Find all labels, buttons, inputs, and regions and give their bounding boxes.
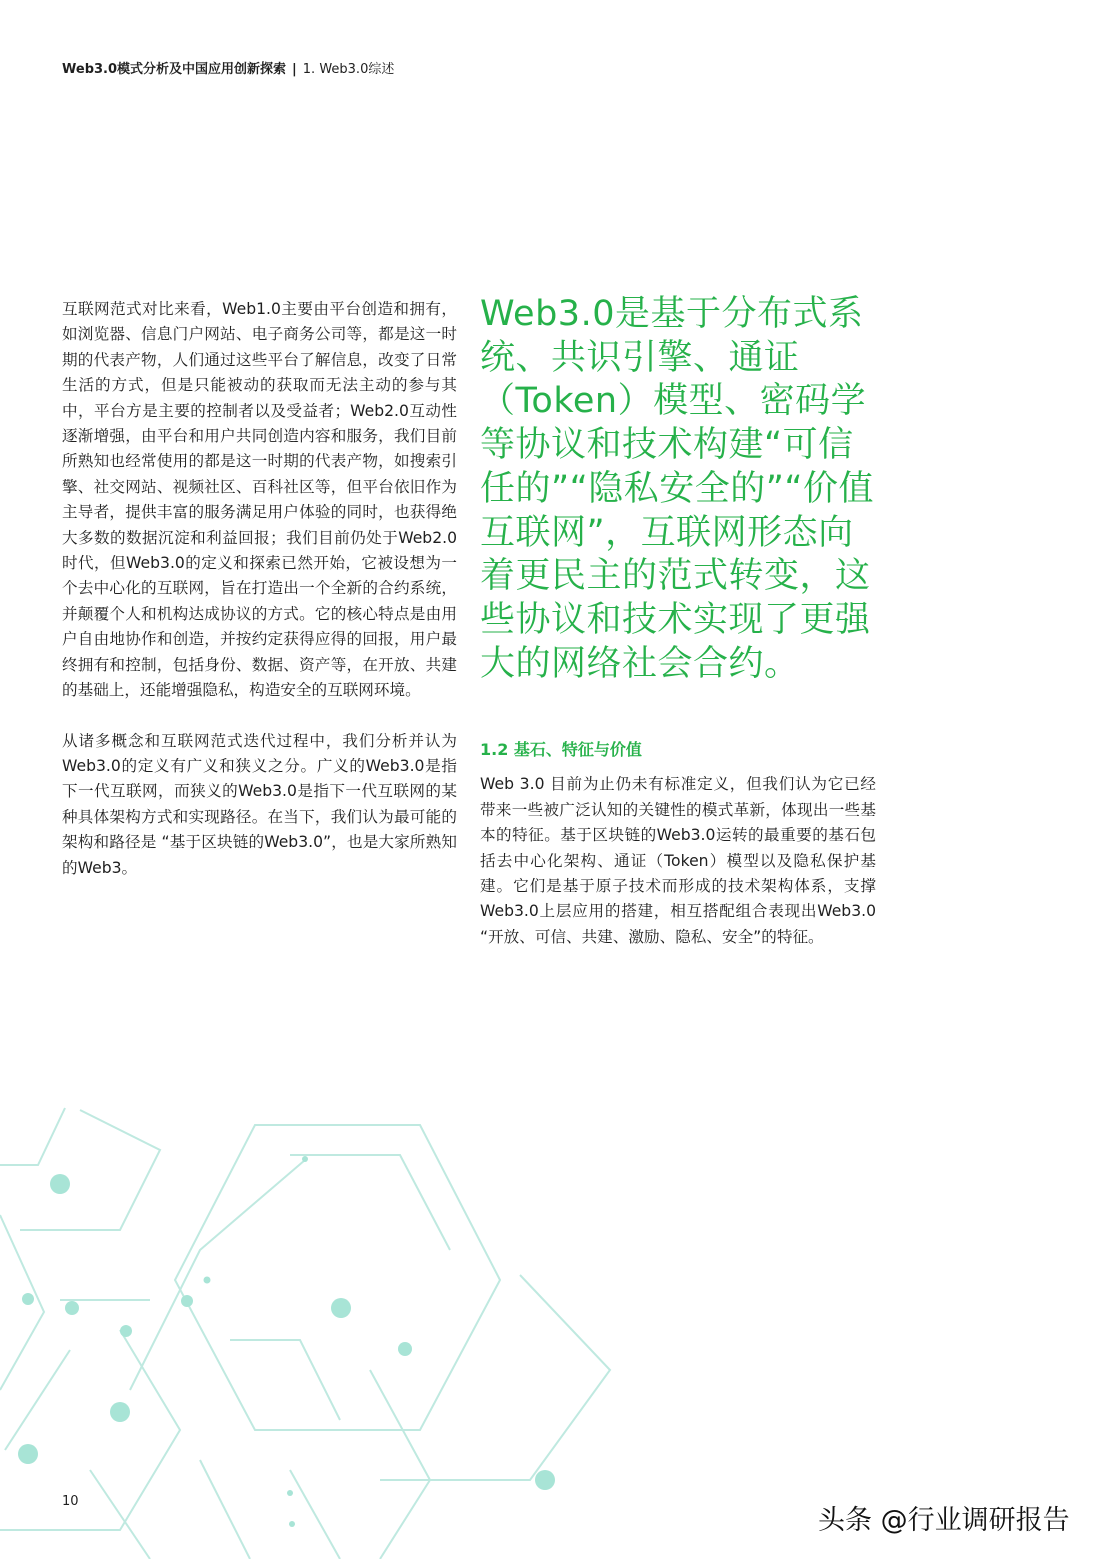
hex-line: [380, 1275, 610, 1480]
hex-line: [230, 1340, 340, 1420]
hexagon-network-decoration: [0, 1090, 640, 1559]
pull-quote: Web3.0是基于分布式系统、共识引擎、通证（Token）模型、密码学等协议和技术构建“可信任的”“隐私安全的”“价值互联网”，互联网形态向着更民主的范式转变，这些协议和技术实现了更强大的网络社会合约。: [480, 294, 875, 684]
hex-line: [290, 1155, 450, 1250]
network-dot: [204, 1277, 211, 1284]
hex-line: [370, 1370, 430, 1559]
hex-line: [130, 1160, 305, 1390]
header-separator: |: [292, 62, 297, 77]
chapter-label: 1. Web3.0综述: [302, 62, 395, 77]
right-column: [480, 293, 876, 950]
network-dot: [110, 1402, 130, 1422]
network-dot: [302, 1156, 308, 1162]
network-dot: [287, 1490, 293, 1496]
network-dot: [535, 1470, 555, 1490]
network-dot: [18, 1444, 38, 1464]
hex-line: [0, 1108, 65, 1165]
left-column: [62, 297, 457, 881]
hex-line: [0, 1330, 180, 1530]
page-number: 10: [62, 1494, 79, 1509]
network-dot: [65, 1301, 79, 1315]
network-dot: [50, 1174, 70, 1194]
hex-line: [175, 1125, 500, 1430]
section-body: Web 3.0 目前为止仍未有标准定义，但我们认为它已经带来一些被广泛认知的关键性的模式革新，体现出一些基本的特征。基于区块链的Web3.0运转的最重要的基石包括去中心化架构、通证（Token）模型以及隐私保护基建。它们是基于原子技术而形成的技术架构体系，支撑Web3.0上层应用的搭建，相互搭配组合表现出Web3.0 “开放、可信、共建、激励、隐私、安全”的特征。: [480, 775, 876, 946]
document-title: Web3.0模式分析及中国应用创新探索: [62, 62, 287, 77]
hex-line: [20, 1110, 160, 1230]
hex-line: [0, 1215, 44, 1390]
body-paragraph-2: 从诸多概念和互联网范式迭代过程中，我们分析并认为Web3.0的定义有广义和狭义之分。广义的Web3.0是指下一代互联网，而狭义的Web3.0是指下一代互联网的某种具体架构方式和实现路径。在当下，我们认为最可能的架构和路径是 “基于区块链的Web3.0”，也是大家所熟知的Web3。: [62, 731, 457, 877]
network-dot: [331, 1298, 351, 1318]
hex-line: [90, 1470, 150, 1559]
section-heading: 1.2 基石、特征与价值: [480, 740, 642, 760]
network-dot: [22, 1293, 34, 1305]
hex-line: [290, 1470, 340, 1559]
network-dot: [289, 1521, 295, 1527]
watermark-text: 头条 @行业调研报告: [818, 1505, 1070, 1536]
network-dot: [398, 1342, 412, 1356]
body-paragraph-1: 互联网范式对比来看，Web1.0主要由平台创造和拥有，如浏览器、信息门户网站、电子商务公司等，都是这一时期的代表产物，人们通过这些平台了解信息，改变了日常生活的方式，但是只能被动的获取而无法主动的参与其中，平台方是主要的控制者以及受益者；Web2.0互动性逐渐增强，由平台和用户共同创造内容和服务，我们目前所熟知也经常使用的都是这一时期的代表产物，如搜索引擎、社交网站、视频社区、百科社区等，但平台依旧作为主导者，提供丰富的服务满足用户体验的同时，也获得绝大多数的数据沉淀和利益回报；我们目前仍处于Web2.0时代，但Web3.0的定义和探索已然开始，它被设想为一个去中心化的互联网，旨在打造出一个全新的合约系统，并颠覆个人和机构达成协议的方式。它的核心特点是由用户自由地协作和创造，并按约定获得应得的回报，用户最终拥有和控制，包括身份、数据、资产等，在开放、共建的基础上，还能增强隐私，构造安全的互联网环境。: [62, 300, 457, 700]
running-header: [62, 60, 394, 80]
network-dot: [120, 1325, 132, 1337]
network-dot: [181, 1295, 193, 1307]
hex-line: [200, 1460, 250, 1559]
